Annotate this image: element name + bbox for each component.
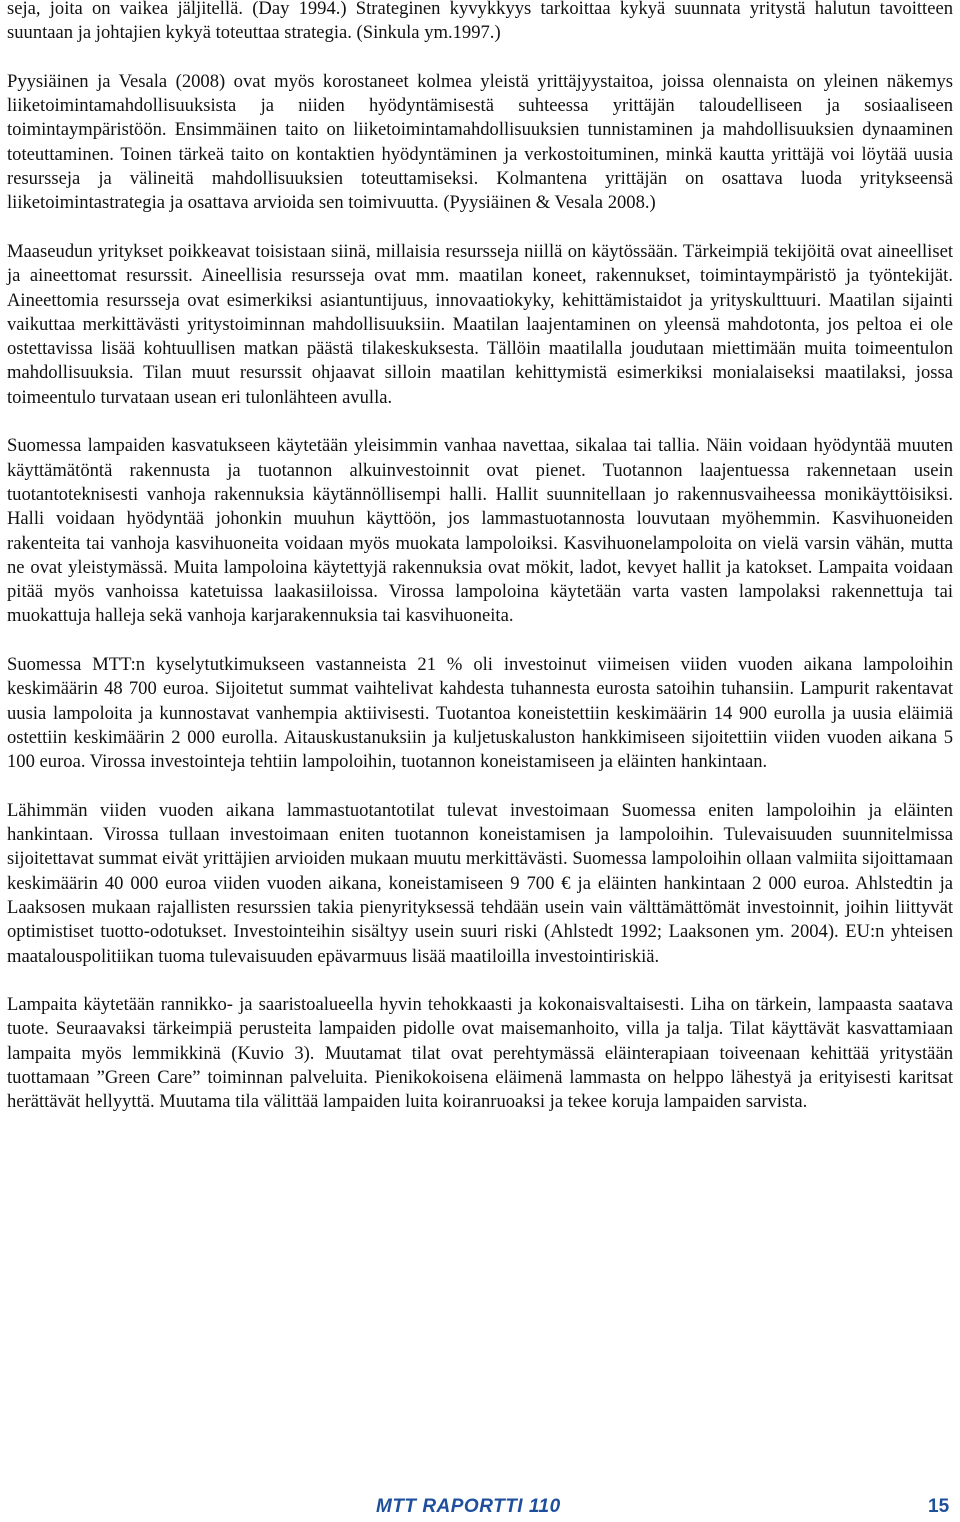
paragraph-sheep-buildings: Suomessa lampaiden kasvatukseen käytetään yleisimmin vanhaa navettaa, sikalaa tai tallia. Näin voidaan hyödyntää muuten käyttämätöntä rakennusta ja tuotannon alkuinvestoinnit ovat pienet. Tuotannon laajentuessa rakennetaan usein tuotantoteknisesti vanhoja rakennuksia käytännöllisempi halli. Hallit suunnitellaan jo rakennusvaiheessa monikäyttöisiksi. Halli voidaan hyödyntää johonkin muuhun käyttöön, jos lammastuotannosta louvutaan myöhemmin. Kasvihuoneiden rakenteita tai vanhoja kasvihuoneita voidaan myös muokata lampoloiksi. Kasvihuonelampoloita on vielä varsin vähän, mutta ne ovat yleistymässä. Muita lampoloina käytettyjä rakennuksia ovat mökit, ladot, kevyet hallit ja katokset. Lampaita voidaan pitää myös vanhoissa katetuissa laakasiiloissa. Virossa lampoloina käytetään varta vasten lampolaksi rakennettuja tai muokattuja halleja sekä vanhoja karjarakennuksia tai kasvihuoneita. — [7, 435, 953, 627]
page-footer — [0, 1496, 960, 1522]
document-body — [7, 0, 953, 1139]
page-number: 15 — [928, 1496, 950, 1517]
paragraph-entrepreneurship-skills: Pyysiäinen ja Vesala (2008) ovat myös korostaneet kolmea yleistä yrittäjyystaitoa, joissa olennaista on yleinen näkemys liiketoimintamahdollisuuksista ja niiden hyödyntämisestä suhteessa yrittäjän taloudelliseen ja sosiaaliseen toimintaympäristöön. Ensimmäinen taito on liiketoimintamahdollisuuksien tunnistaminen ja mahdollisuuksien dynaaminen toteuttaminen. Toinen tärkeä taito on kontaktien hyödyntäminen ja verkostoituminen, minkä kautta yrittäjä voi löytää uusia resursseja ja välineitä mahdollisuuksien toteuttamiseksi. Kolmantena yrittäjän on osattava luoda yritykseensä liiketoimintastrategia ja osattava arvioida sen toimivuutta. (Pyysiäinen & Vesala 2008.) — [7, 70, 953, 214]
paragraph-investments-survey: Suomessa MTT:n kyselytutkimukseen vastanneista 21 % oli investoinut viimeisen viiden vuoden aikana lampoloihin keskimäärin 48 700 euroa. Sijoitetut summat vaihtelivat kahdesta tuhannesta eurosta satoihin tuhansiin. Lampurit rakentavat uusia lampoloita ja kunnostavat vanhempia aktiivisesti. Tuotantoa koneistettiin keskimäärin 14 900 eurolla ja uusia eläimiä ostettiin keskimäärin 2 000 eurolla. Aitauskustanuksiin ja kuljetuskaluston hankkimiseen sijoitettiin viiden vuoden aikana 5 100 euroa. Virossa investointeja tehtiin lampoloihin, tuotannon koneistamiseen ja eläinten hankintaan. — [7, 654, 953, 773]
paragraph-sheep-uses: Lampaita käytetään rannikko- ja saaristoalueella hyvin tehokkaasti ja kokonaisvaltaisesti. Liha on tärkein, lampaasta saatava tuote. Seuraavaksi tärkeimpiä perusteita lampaiden pidolle ovat maisemanhoito, villa ja talja. Tilat käyttävät kasvattamiaan lampaita myös lemmikkinä (Kuvio 3). Muutamat tilat ovat perehtymässä eläinterapiaan toiveenaan kehittää yritystään tuottamaan ”Green Care” toiminnan palveluita. Pienikokoisena eläimenä lammasta on helppo lähestyä ja erityisesti karitsat herättävät hellyyttä. Muutama tila välittää lampaiden luita koiranruoaksi ja tekee koruja lampaiden sarvista. — [7, 994, 953, 1113]
report-title: MTT RAPORTTI 110 — [376, 1496, 561, 1517]
paragraph-continued: seja, joita on vaikea jäljitellä. (Day 1994.) Strateginen kyvykkyys tarkoittaa kykyä suunnata yritystä halutun tavoitteen suuntaan ja johtajien kykyä toteuttaa strategia. (Sinkula ym.1997.) — [7, 0, 953, 44]
paragraph-rural-resources: Maaseudun yritykset poikkeavat toisistaan siinä, millaisia resursseja niillä on käytössään. Tärkeimpiä tekijöitä ovat aineelliset ja aineettomat resurssit. Aineellisia resursseja ovat mm. maatilan koneet, rakennukset, toimintaympäristö ja työntekijät. Aineettomia resursseja ovat esimerkiksi asiantuntijuus, innovaatiokyky, kehittämistaidot ja yrityskulttuuri. Maatilan sijainti vaikuttaa merkittävästi yritystoiminnan mahdollisuuksiin. Maatilan laajentaminen on yleensä mahdotonta, jos peltoa ei ole ostettavissa lisää kohtuullisen matkan päästä tilakeskuksesta. Tällöin maatilalla joudutaan miettimään muita toimeentulon mahdollisuuksia. Tilan muut resurssit ohjaavat silloin maatilan kehittymistä esimerkiksi monialaiseksi maatilaksi, jossa toimeentulo turvataan usean eri tulonlähteen avulla. — [7, 240, 953, 408]
paragraph-future-investments: Lähimmän viiden vuoden aikana lammastuotantotilat tulevat investoimaan Suomessa eniten lampoloihin ja eläinten hankintaan. Virossa tullaan investoimaan eniten tuotannon koneistamisen ja lampoloihin. Tulevaisuuden suunnitelmissa sijoitettavat summat eivät yrittäjien arvioiden mukaan muutu merkittävästi. Suomessa lampoloihin ollaan valmiita sijoittamaan keskimäärin 40 000 euroa viiden vuoden aikana, koneistamiseen 9 700 € ja eläinten hankintaan 2 000 euroa. Ahlstedtin ja Laaksosen mukaan rajallisten resurssien takia pienyrityksessä tehdään usein vain välttämättömät investoinnit, joihin liittyvät optimistiset tuotto-odotukset. Investointeihin sisältyy usein suuri riski (Ahlstedt 1992; Laaksonen ym. 2004). EU:n yhteisen maatalouspolitiikan tuoma tulevaisuuden epävarmuus lisää maatiloilla investointiriskiä. — [7, 799, 953, 967]
